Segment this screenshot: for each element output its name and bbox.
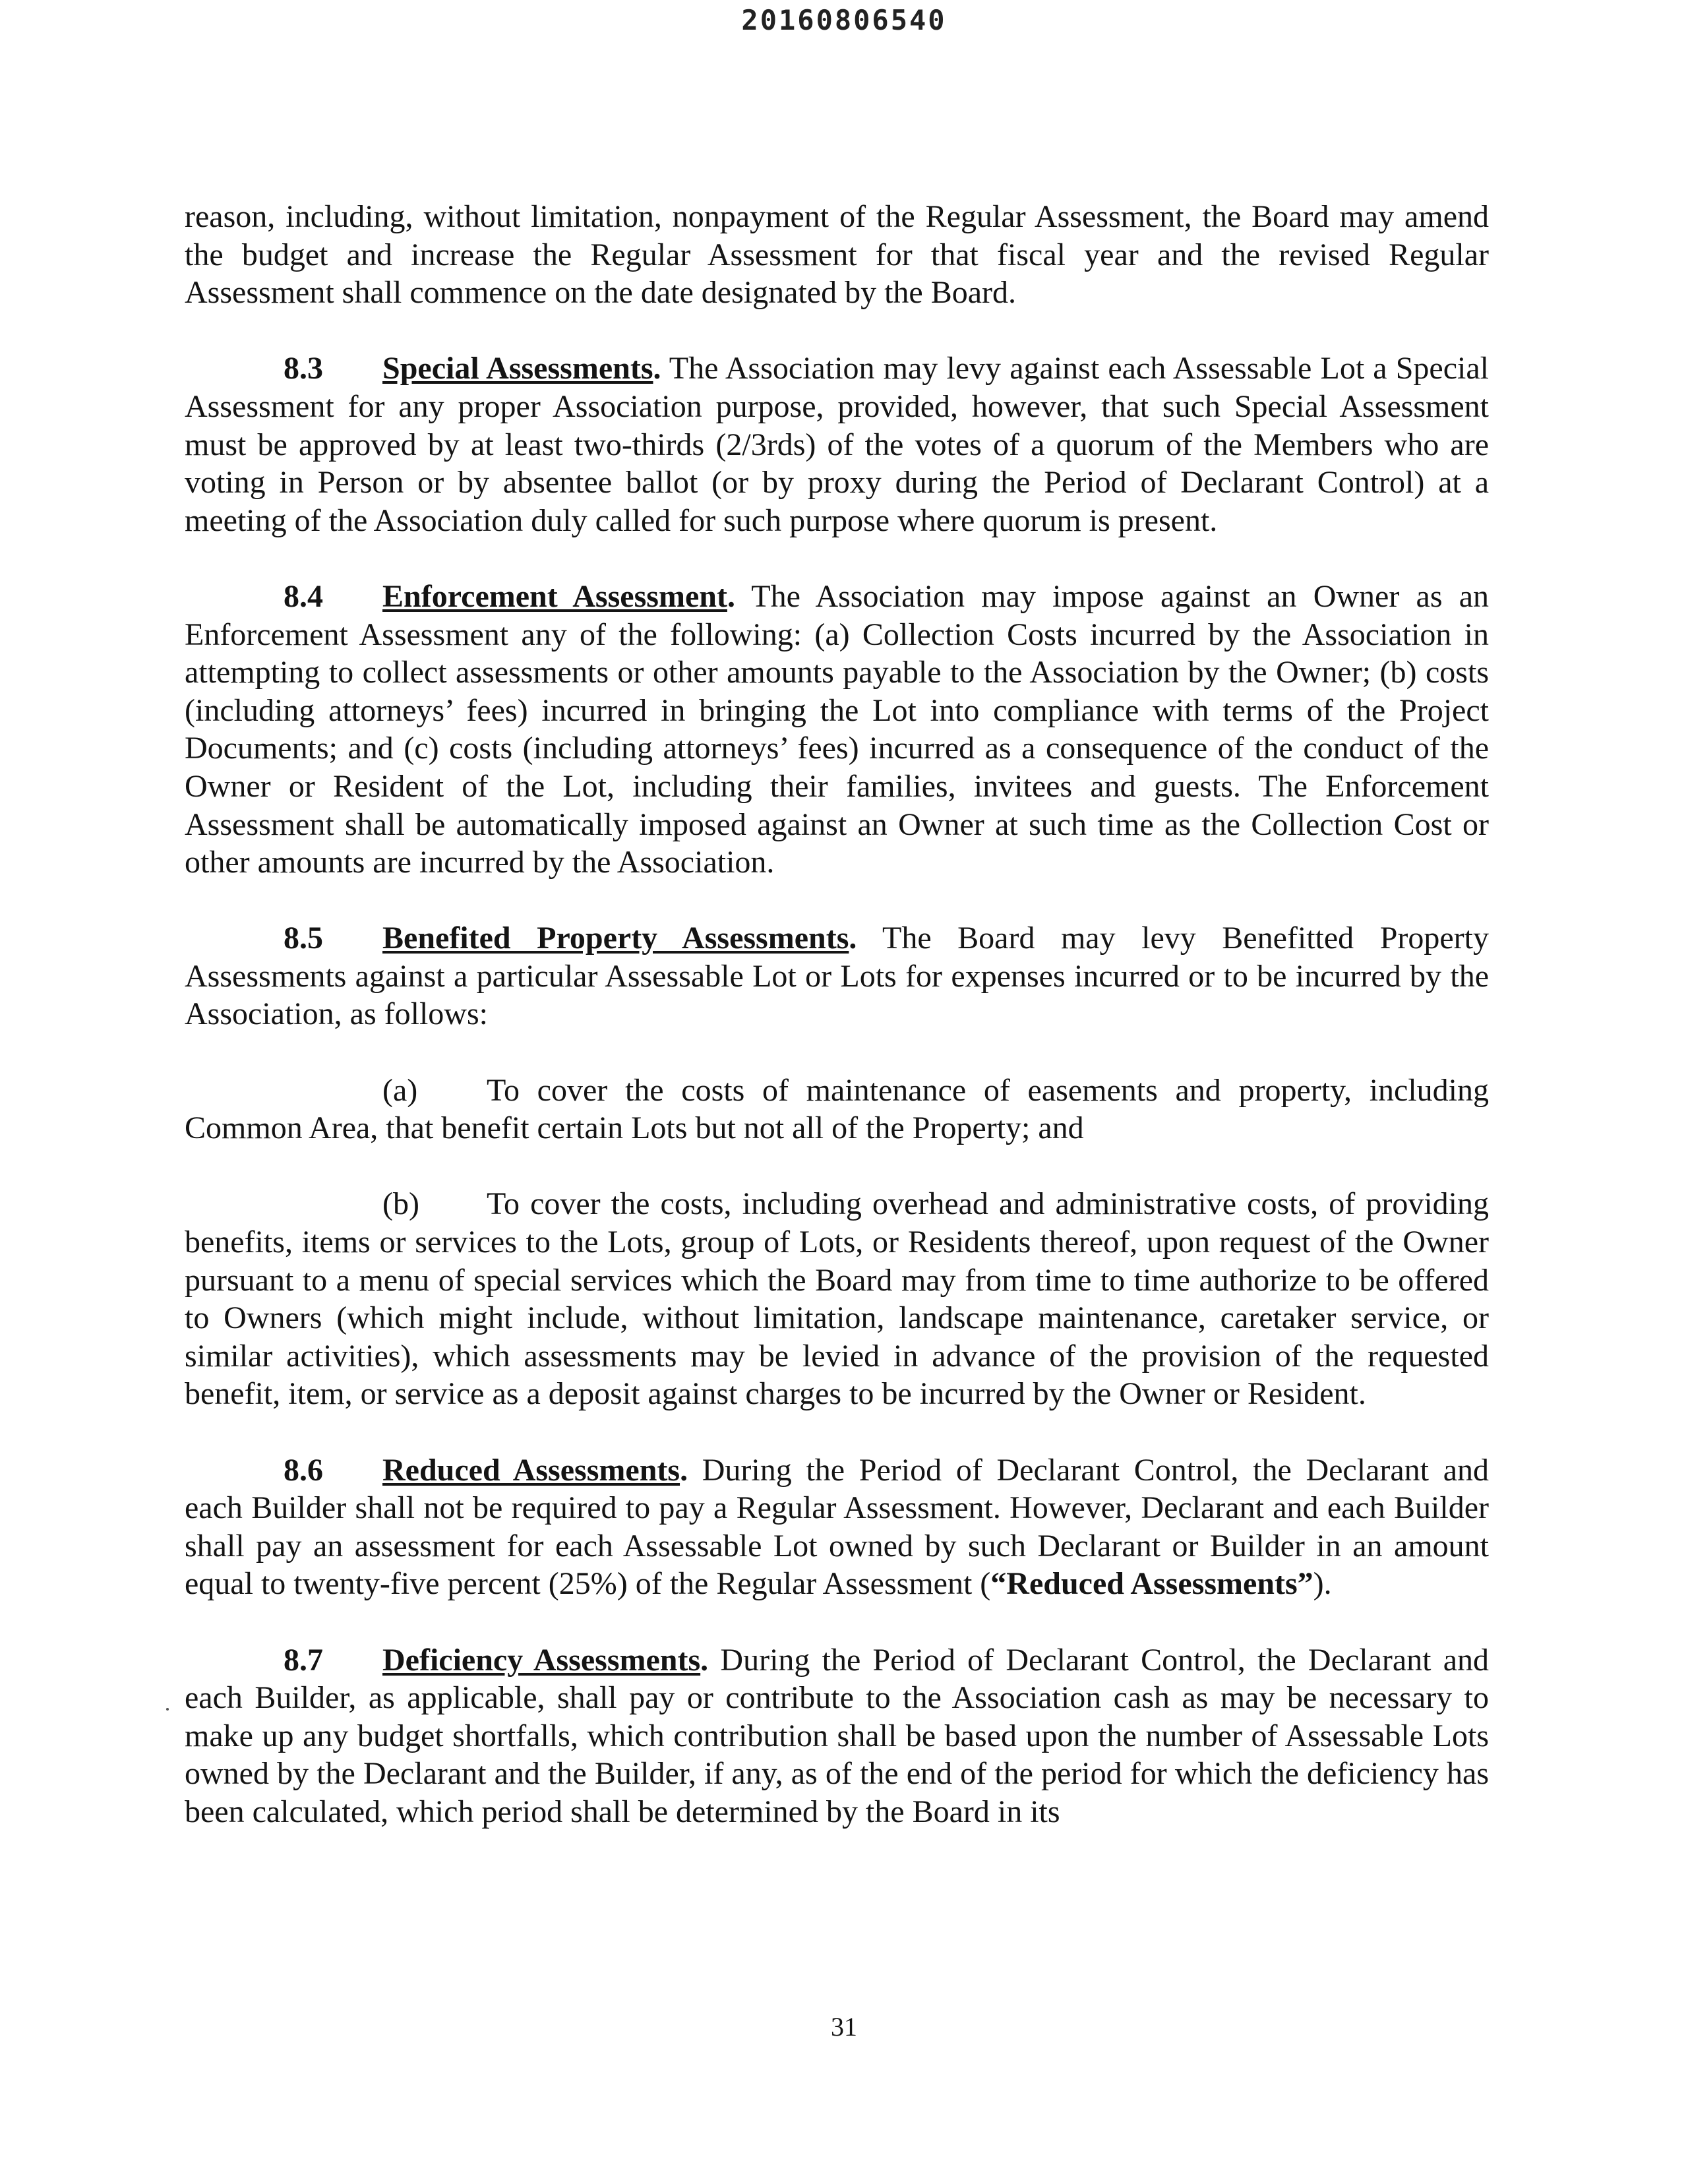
section-text: During the Period of Declarant Control, the Declarant and each Builder shall not be required to pay a Regular Assessment. However, Declarant and each Builder shall pay an assessment for each Assessable Lot owned by such Declarant or Builder in an amount equal to twenty-five percent (25%) of the Regular Assessment ( <box>185 1452 1490 1602</box>
section-number: 8.7 <box>284 1642 323 1678</box>
subsection-8-5-a <box>185 1072 1489 1147</box>
subsection-text: To cover the costs of maintenance of easements and property, including Common Area, that benefit certain Lots but not all of the Property; and <box>185 1072 1489 1146</box>
section-text: During the Period of Declarant Control, the Declarant and each Builder, as applicable, shall pay or contribute to the Association cash as may be necessary to make up any budget shortfalls, which contribution shall be based upon the number of Assessable Lots owned by the Declarant and the Builder, if any, as of the end of the period for which the deficiency has been calculated, which period shall be determined by the Board in its <box>185 1642 1490 1829</box>
page-number: 31 <box>831 2012 857 2042</box>
section-heading: Enforcement Assessment <box>382 578 727 614</box>
section-8-3: 8.3 Special Assessments. The Association may levy against each Assessable Lot a Special Assessment for any proper Association purpose, provided, however, that such Special Assessment must be approved by at least two-thirds (2/3rds) of the votes of a quorum of the Members who are voting in Person or by absentee ballot (or by proxy during the Period of Declarant Control) at a meeting of the Association duly called for such purpose where quorum is present. <box>185 351 1490 538</box>
section-8-5: 8.5 Benefited Property Assessments. The Board may levy Benefitted Property Assessments against a particular Assessable Lot or Lots for expenses incurred or to be incurred by the Association, as follows: <box>185 921 1489 1032</box>
subsection-label: (b) <box>382 1186 419 1222</box>
section-text: The Board may levy Benefitted Property Assessments against a particular Assessable Lot or Lots for expenses incurred or to be incurred by the Association, as follows: <box>185 921 1489 1032</box>
section-number: 8.3 <box>284 351 323 386</box>
scan-speck <box>166 1708 169 1711</box>
section-heading: Deficiency Assessments <box>382 1642 701 1678</box>
section-8-4: 8.4 Enforcement Assessment. The Association may impose against an Owner as an Enforcement Assessment any of the following: (a) Collection Costs incurred by the Association in attempting to collect assessments or other amounts payable to the Association by the Owner; (b) costs (including attorneys’ fees) incurred in bringing the Lot into compliance with terms of the Project Documents; and (c) costs (including attorneys’ fees) incurred as a consequence of the conduct of the Owner or Resident of the Lot, including their families, invitees and guests. The Enforcement Assessment shall be automatically imposed against an Owner at such time as the Collection Cost or other amounts are incurred by the Association. <box>185 578 1490 880</box>
section-number: 8.6 <box>284 1452 323 1488</box>
subsection-text: To cover the costs, including overhead and administrative costs, of providing benefits, items or services to the Lots, group of Lots, or Residents thereof, upon request of the Owner pursuant to a menu of special services which the Board may from time to time authorize to be offered to Owners (which might include, without limitation, landscape maintenance, caretaker service, or similar activities), which assessments may be levied in advance of the provision of the requested benefit, item, or service as a deposit against charges to be incurred by the Owner or Resident. <box>185 1186 1489 1412</box>
defined-term: “Reduced Assessments” <box>990 1566 1313 1602</box>
document-body <box>185 198 1489 1869</box>
section-heading: Special Assessments <box>382 351 653 386</box>
section-8-6: 8.6 Reduced Assessments. During the Period of Declarant Control, the Declarant and each Builder shall not be required to pay a Regular Assessment. However, Declarant and each Builder shall pay an assessment for each Assessable Lot owned by such Declarant or Builder in an amount equal to twenty-five percent (25%) of the Regular Assessment (“Reduced Assessments”). <box>185 1452 1490 1602</box>
section-text: The Association may levy against each Assessable Lot a Special Assessment for any proper Association purpose, provided, however, that such Special Assessment must be approved by at least two-thirds (2/3rds) of the votes of a quorum of the Members who are voting in Person or by absentee ballot (or by proxy during the Period of Declarant Control) at a meeting of the Association duly called for such purpose where quorum is present. <box>185 351 1490 538</box>
section-number: 8.4 <box>284 578 323 614</box>
section-text-after: ). <box>1313 1566 1332 1602</box>
section-number: 8.5 <box>284 921 323 956</box>
continuation-paragraph: reason, including, without limitation, nonpayment of the Regular Assessment, the Board may amend the budget and increase the Regular Assessment for that fiscal year and the revised Regular Assessment shall commence on the date designated by the Board. <box>185 199 1489 311</box>
section-heading: Reduced Assessments <box>382 1452 680 1488</box>
subsection-label: (a) <box>382 1072 418 1108</box>
section-text: The Association may impose against an Owner as an Enforcement Assessment any of the following: (a) Collection Costs incurred by the Association in attempting to collect assessments or other amounts payable to the Association by the Owner; (b) costs (including attorneys’ fees) incurred in bringing the Lot into compliance with terms of the Project Documents; and (c) costs (including attorneys’ fees) incurred as a consequence of the conduct of the Owner or Resident of the Lot, including their families, invitees and guests. The Enforcement Assessment shall be automatically imposed against an Owner at such time as the Collection Cost or other amounts are incurred by the Association. <box>185 578 1490 880</box>
section-heading: Benefited Property Assessments <box>382 921 849 956</box>
section-8-7: 8.7 Deficiency Assessments. During the Period of Declarant Control, the Declarant and each Builder, as applicable, shall pay or contribute to the Association cash as may be necessary to make up any budget shortfalls, which contribution shall be based upon the number of Assessable Lots owned by the Declarant and the Builder, if any, as of the end of the period for which the deficiency has been calculated, which period shall be determined by the Board in its <box>185 1642 1490 1829</box>
subsection-8-5-b <box>185 1185 1489 1413</box>
document-number: 20160806540 <box>741 4 947 36</box>
